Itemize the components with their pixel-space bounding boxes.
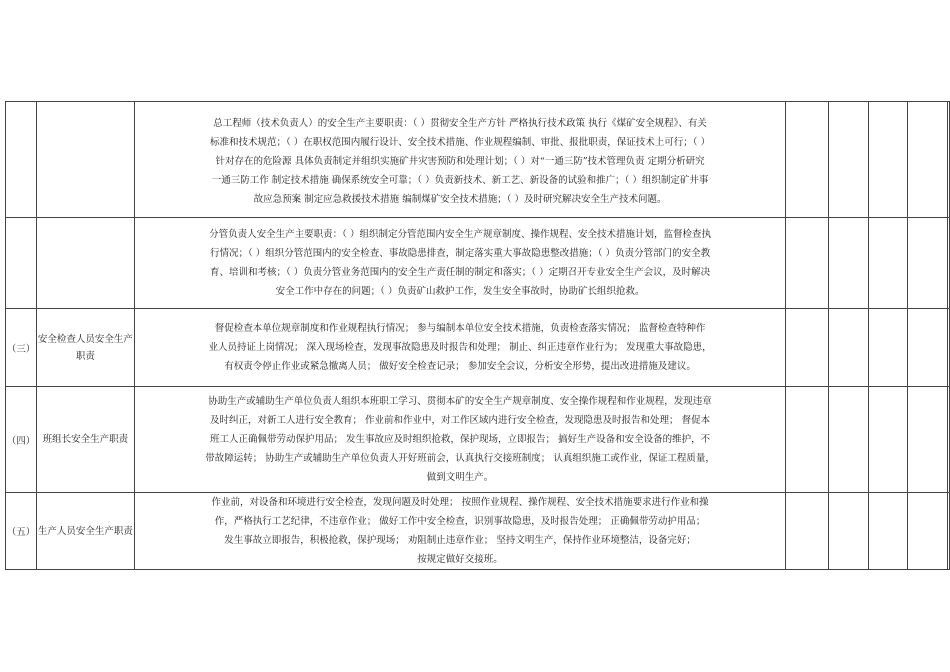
blank-cell <box>869 387 908 493</box>
blank-cell <box>829 309 869 387</box>
content-line: 安全工作中存在的问题；（ ）负责矿山救护工作，发生安全事故时，协助矿长组织抢救。 <box>275 286 645 297</box>
content-line: 按规定做好交接班。 <box>417 554 503 565</box>
blank-cell <box>786 493 829 570</box>
blank-cell <box>908 387 948 493</box>
blank-cell <box>786 102 829 218</box>
blank-cell <box>829 387 869 493</box>
row-content <box>134 493 786 570</box>
blank-cell <box>908 218 948 309</box>
table-row <box>6 387 950 493</box>
content-line: 标准和技术规范；（ ）在职权范围内履行设计、安全技术措施、作业规程编制、审批、报批职责，保证技术上可行；（ ） <box>210 137 711 148</box>
table-row <box>6 493 950 570</box>
blank-cell <box>869 218 908 309</box>
row-title: 班组长安全生产职责 <box>36 387 134 493</box>
row-content <box>134 218 786 309</box>
row-title <box>36 102 134 218</box>
row-title <box>36 218 134 309</box>
content-line: 针对存在的危险源 具体负责制定并组织实施矿井灾害预防和处理计划；（ ）对“一通三防”技术管理负责 定期分析研究 <box>215 156 705 167</box>
blank-cell <box>908 309 948 387</box>
table-row <box>6 218 950 309</box>
blank-cell <box>947 387 949 493</box>
content-line: 做到文明生产。 <box>426 472 494 483</box>
content-line: 发生事故立即报告，积极抢救，保护现场； 劝阻制止违章作业； 坚持文明生产，保持作业环境整洁，设备完好； <box>224 535 696 546</box>
content-line: 一通三防工作 制定技术措施 确保系统安全可靠；（ ）负责新技术、新工艺、新设备的试验和推广；（ ）组织制定矿井事 <box>211 175 709 186</box>
blank-cell <box>786 309 829 387</box>
row-title: 生产人员安全生产职责 <box>36 493 134 570</box>
content-line: 作业前，对设备和环境进行安全检查，发现问题及时处理； 按照作业规程、操作规程、安全技术措施要求进行作业和操 <box>211 497 709 508</box>
responsibility-table <box>5 101 950 570</box>
row-content <box>134 102 786 218</box>
blank-cell <box>869 309 908 387</box>
content-line: 总工程师（技术负责人）的安全生产主要职责：（ ）贯彻安全生产方针 严格执行技术政策 执行《煤矿安全规程》、有关 <box>213 118 707 129</box>
content-line: 带故障运转； 协助生产或辅助生产单位负责人开好班前会，认真执行交接班制度； 认真组织施工或作业，保证工程质量， <box>205 453 715 464</box>
blank-cell <box>786 387 829 493</box>
content-line: 及时纠正，对新工人进行安全教育； 作业前和作业中，对工作区域内进行安全检查，发现隐患及时报告和处理； 督促本 <box>210 415 711 426</box>
content-line: 业人员持证上岗情况； 深入现场检查，发现事故隐患及时报告和处理； 制止、纠正违章作业行为； 发现重大事故隐患， <box>208 342 712 353</box>
row-number <box>6 218 37 309</box>
row-number: （三） <box>6 309 37 387</box>
blank-cell <box>786 218 829 309</box>
table-row <box>6 102 950 218</box>
blank-cell <box>869 493 908 570</box>
row-number: （四） <box>6 387 37 493</box>
content-line: 育、培训和考核；（ ）负责分管业务范围内的安全生产责任制的制定和落实；（ ）定期召开专业安全生产会议，及时解决 <box>210 267 711 278</box>
row-content <box>134 309 786 387</box>
row-title: 安全检查人员安全生产职责 <box>36 309 134 387</box>
blank-cell <box>908 493 948 570</box>
blank-cell <box>947 218 949 309</box>
blank-cell <box>947 102 949 218</box>
row-number <box>6 102 37 218</box>
blank-cell <box>947 493 949 570</box>
content-line: 作，严格执行工艺纪律，不违章作业； 做好工作中安全检查，识别事故隐患，及时报告处理； 正确佩带劳动护用品； <box>214 516 706 527</box>
blank-cell <box>829 218 869 309</box>
blank-cell <box>947 309 949 387</box>
content-line: 有权责令停止作业或紧急撤离人员； 做好安全检查记录； 参加安全会议，分析安全形势，提出改进措施及建议。 <box>224 361 696 372</box>
blank-cell <box>869 102 908 218</box>
content-line: 行情况；（ ）组织分管范围内的安全检查、事故隐患排查，制定落实重大事故隐患整改措施；（ ）负责分管部门的安全教 <box>210 248 711 259</box>
table-row <box>6 309 950 387</box>
content-line: 协助生产或辅助生产单位负责人组织本班职工学习、贯彻本矿的安全生产规章制度、安全操作规程和作业规程，发现违章 <box>208 396 712 407</box>
content-line: 故应急预案 制定应急救援技术措施 编制煤矿安全技术措施；（ ）及时研究解决安全生产技术问题。 <box>253 194 667 205</box>
row-content <box>134 387 786 493</box>
blank-cell <box>829 493 869 570</box>
content-line: 督促检查本单位规章制度和作业规程执行情况； 参与编制本单位安全技术措施，负责检查落实情况； 监督检查特种作 <box>214 323 706 334</box>
blank-cell <box>908 102 948 218</box>
blank-cell <box>829 102 869 218</box>
row-number: （五） <box>6 493 37 570</box>
content-line: 班工人正确佩带劳动保护用品； 发生事故应及时组织抢救，保护现场，立即报告； 搞好生产设备和安全设备的维护，不 <box>210 434 711 445</box>
content-line: 分管负责人安全生产主要职责：（ ）组织制定分管范围内安全生产规章制度、操作规程、安全技术措施计划，监督检查执 <box>209 229 711 240</box>
